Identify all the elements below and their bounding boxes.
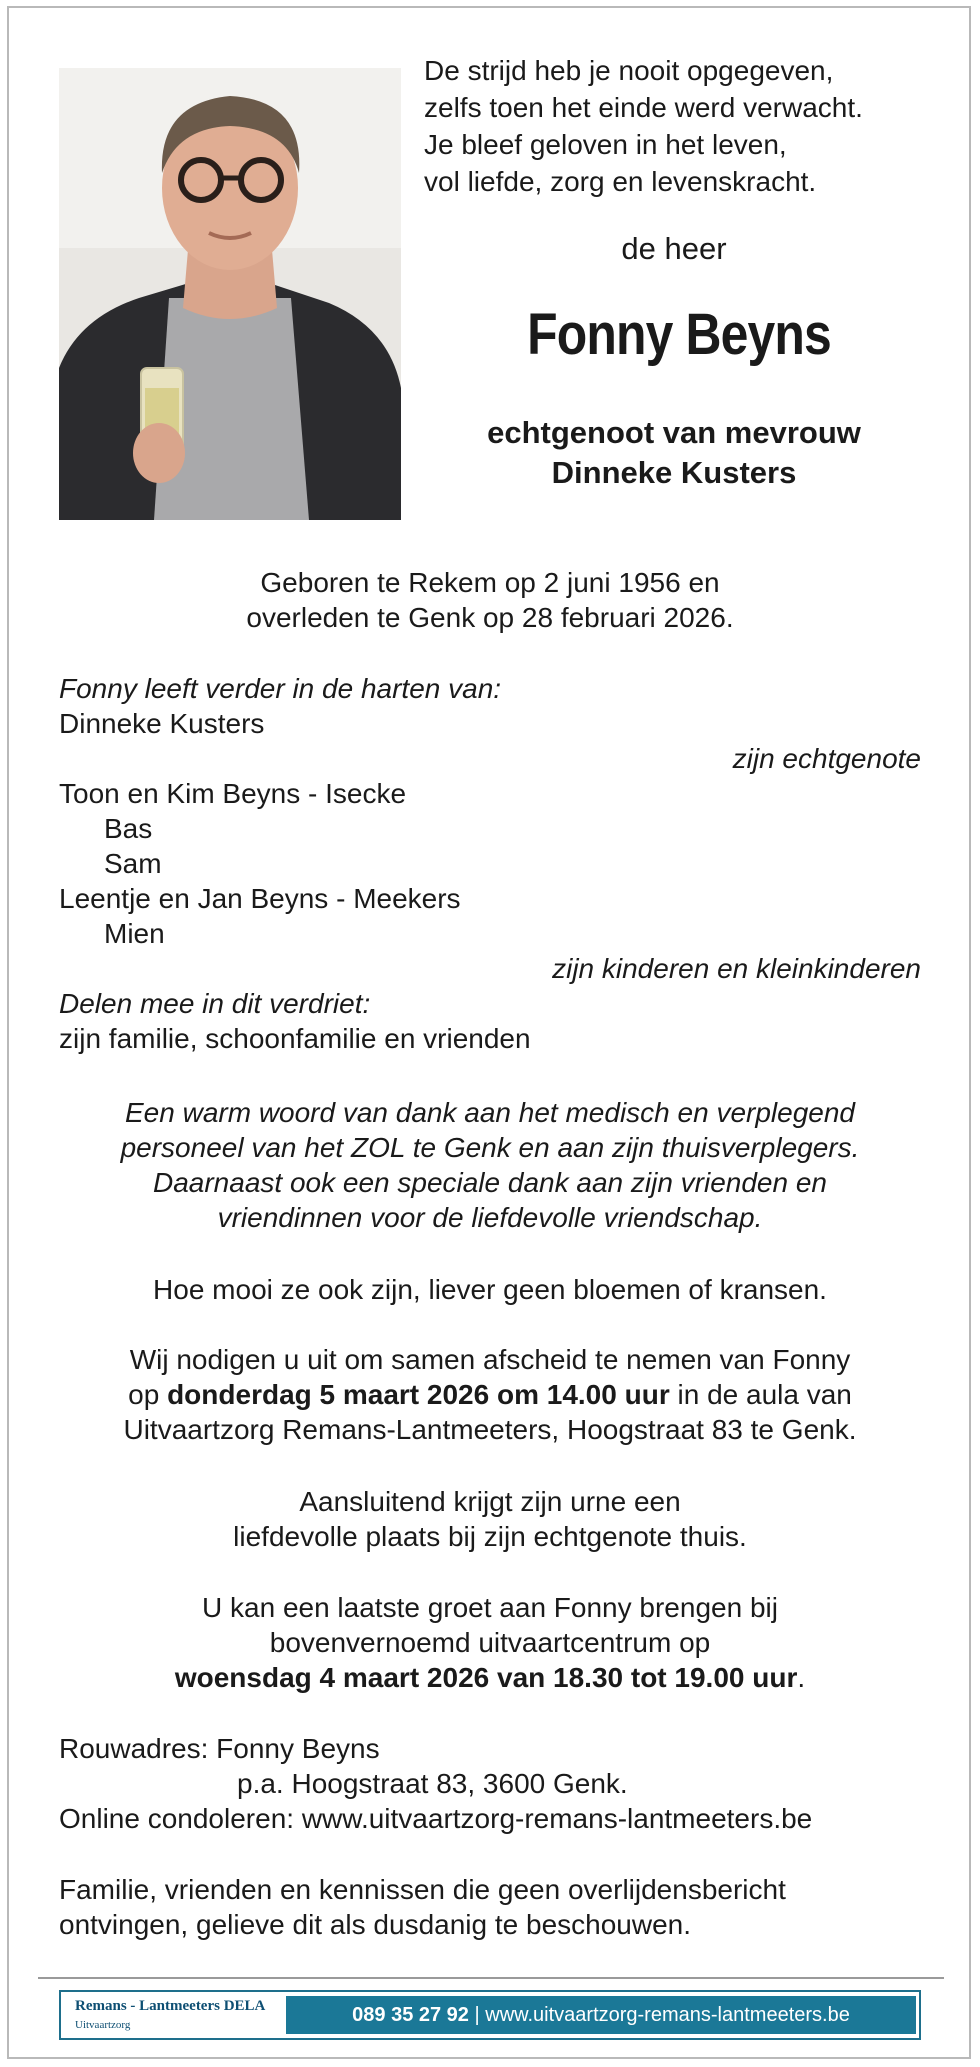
death-line: overleden te Genk op 28 februari 2026. bbox=[246, 602, 734, 633]
spouse-info bbox=[424, 413, 924, 493]
family-member: Toon en Kim Beyns - Isecke bbox=[59, 778, 407, 809]
funeral-home-logo: Remans - Lantmeeters DELA bbox=[75, 1998, 266, 2014]
ceremony-line bbox=[40, 1377, 940, 1412]
family-list bbox=[59, 671, 929, 1056]
family-member: Bas bbox=[104, 813, 153, 844]
share-text: zijn familie, schoonfamilie en vrienden bbox=[59, 1023, 531, 1054]
share-intro: Delen mee in dit verdriet: bbox=[59, 988, 371, 1019]
poem-line: Je bleef geloven in het leven, bbox=[424, 129, 787, 160]
visit-date: woensdag 4 maart 2026 van 18.30 tot 19.00 uur bbox=[174, 1662, 798, 1693]
thanks-line: vriendinnen voor de liefdevolle vriendschap. bbox=[217, 1202, 763, 1233]
family-role: zijn echtgenote bbox=[732, 743, 921, 774]
family-member: Mien bbox=[104, 918, 165, 949]
spouse-line: Dinneke Kusters bbox=[551, 455, 797, 490]
address-block bbox=[59, 1731, 929, 1836]
footer-divider bbox=[38, 1977, 944, 1979]
contact-bar bbox=[286, 1996, 916, 2034]
spouse-line: echtgenoot van mevrouw bbox=[487, 415, 861, 450]
notice-line: ontvingen, gelieve dit als dusdanig te beschouwen. bbox=[59, 1909, 691, 1940]
poem-line: vol liefde, zorg en levenskracht. bbox=[424, 166, 817, 197]
separator: | bbox=[474, 2004, 480, 2026]
family-member: Sam bbox=[104, 848, 162, 879]
family-role: zijn kinderen en kleinkinderen bbox=[552, 953, 921, 984]
portrait-photo bbox=[59, 68, 401, 520]
thanks-line: Daarnaast ook een speciale dank aan zijn vrienden en bbox=[152, 1167, 827, 1198]
flowers-line: Hoe mooi ze ook zijn, liever geen bloemen of kransen. bbox=[153, 1274, 827, 1305]
visitation-info bbox=[40, 1590, 940, 1695]
ceremony-line: Uitvaartzorg Remans-Lantmeeters, Hoogstraat 83 te Genk. bbox=[123, 1414, 857, 1445]
family-member: Leentje en Jan Beyns - Meekers bbox=[59, 883, 461, 914]
title-prefix: de heer bbox=[621, 231, 727, 266]
poem-line: zelfs toen het einde werd verwacht. bbox=[424, 92, 863, 123]
ceremony-text: op bbox=[128, 1379, 168, 1410]
family-intro: Fonny leeft verder in de harten van: bbox=[59, 673, 502, 704]
urn-line: Aansluitend krijgt zijn urne een bbox=[299, 1486, 681, 1517]
notice-block bbox=[59, 1872, 929, 1942]
thanks-line: personeel van het ZOL te Genk en aan zijn thuisverplegers. bbox=[120, 1132, 860, 1163]
funeral-home-footer bbox=[59, 1990, 921, 2040]
birth-line: Geboren te Rekem op 2 juni 1956 en bbox=[260, 567, 720, 598]
poem-line: De strijd heb je nooit opgegeven, bbox=[424, 55, 834, 86]
ceremony-text: in de aula van bbox=[669, 1379, 852, 1410]
flowers-note bbox=[40, 1272, 940, 1307]
visit-line bbox=[40, 1660, 940, 1695]
family-member: Dinneke Kusters bbox=[59, 708, 265, 739]
ceremony-line: Wij nodigen u uit om samen afscheid te nemen van Fonny bbox=[129, 1344, 851, 1375]
birth-death-info bbox=[40, 565, 940, 635]
website-link[interactable]: www.uitvaartzorg-remans-lantmeeters.be bbox=[485, 2004, 850, 2026]
visit-line: bovenvernoemd uitvaartcentrum op bbox=[269, 1627, 711, 1658]
visit-text: . bbox=[797, 1662, 806, 1693]
urn-info bbox=[40, 1484, 940, 1554]
notice-line: Familie, vrienden en kennissen die geen overlijdensbericht bbox=[59, 1874, 786, 1905]
poem bbox=[424, 52, 944, 200]
visit-line: U kan een laatste groet aan Fonny brengen bij bbox=[202, 1592, 778, 1623]
ceremony-date: donderdag 5 maart 2026 om 14.00 uur bbox=[167, 1379, 670, 1410]
urn-line: liefdevolle plaats bij zijn echtgenote thuis. bbox=[233, 1521, 747, 1552]
online-condolences[interactable]: Online condoleren: www.uitvaartzorg-remans-lantmeeters.be bbox=[59, 1803, 813, 1834]
mourning-address: Rouwadres: Fonny Beyns bbox=[59, 1733, 380, 1764]
deceased-name: Fonny Beyns bbox=[527, 302, 831, 367]
phone-number[interactable]: 089 35 27 92 bbox=[352, 2004, 469, 2026]
funeral-home-logo-sub: Uitvaartzorg bbox=[75, 2019, 131, 2031]
ceremony-info bbox=[40, 1342, 940, 1447]
thanks-paragraph bbox=[40, 1095, 940, 1235]
thanks-line: Een warm woord van dank aan het medisch en verplegend bbox=[125, 1097, 855, 1128]
mourning-address-street: p.a. Hoogstraat 83, 3600 Genk. bbox=[237, 1768, 628, 1799]
